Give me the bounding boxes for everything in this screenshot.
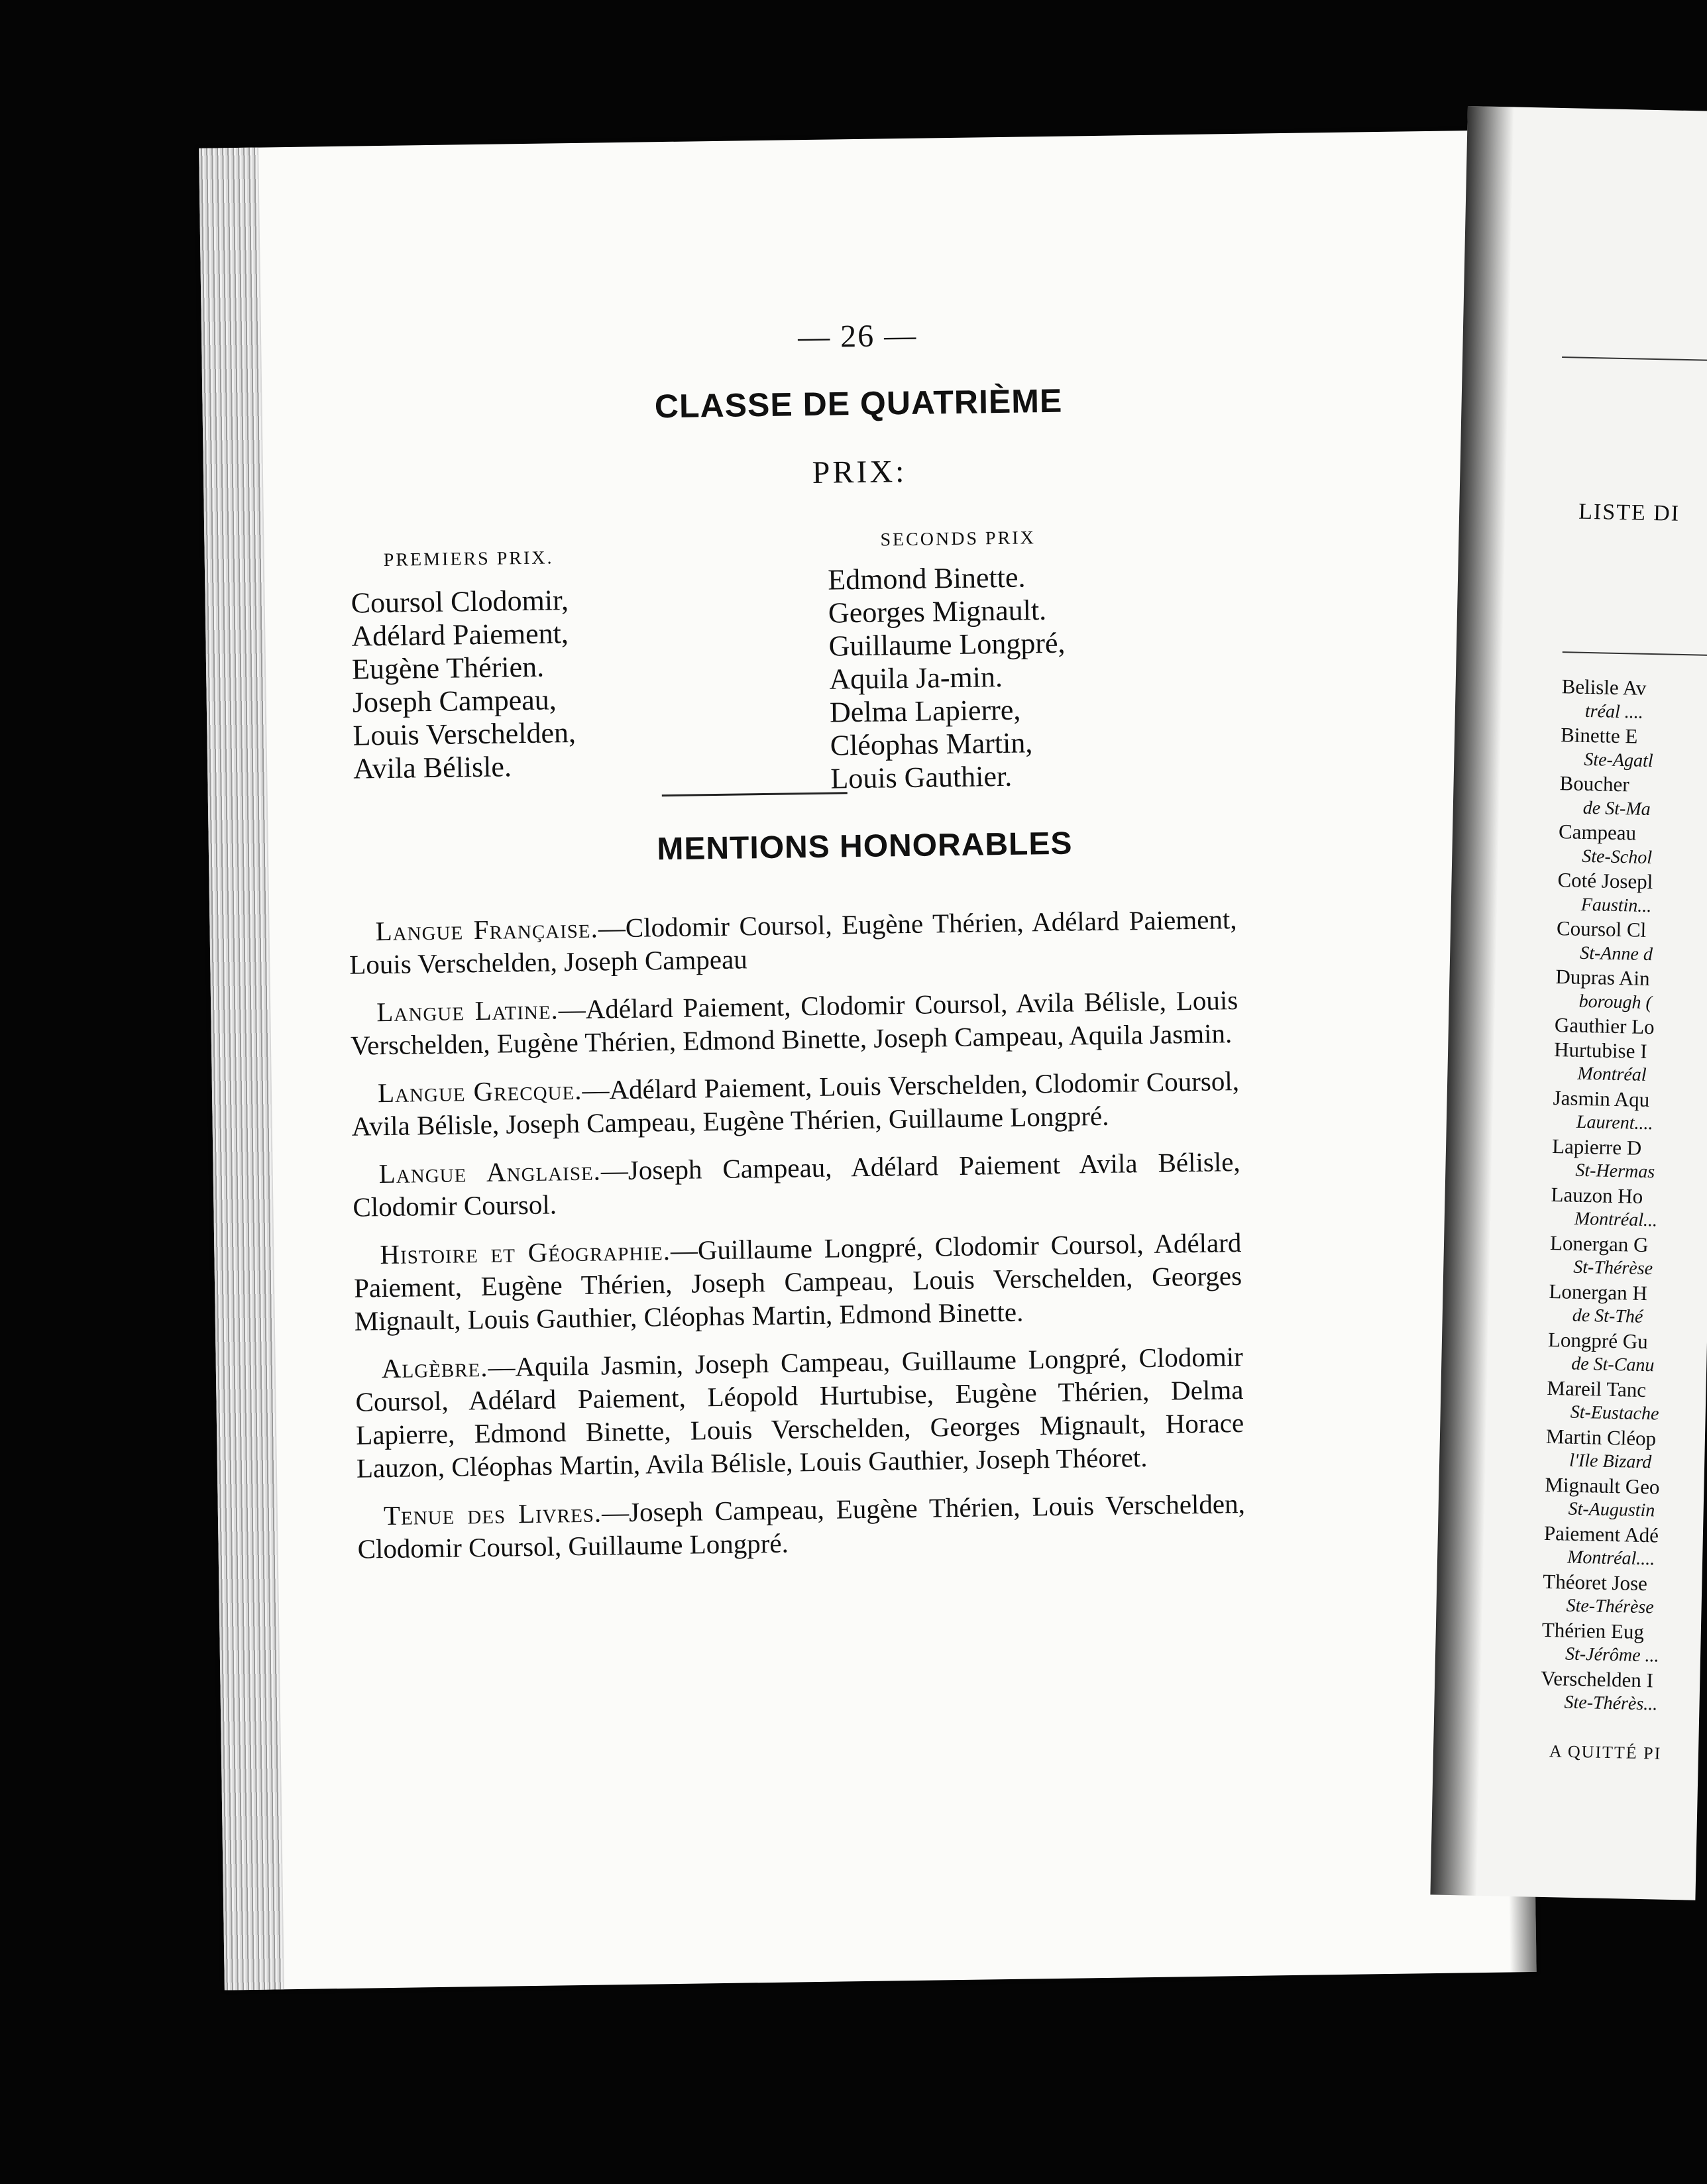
right-page-heading: LISTE DI (1578, 499, 1680, 526)
section-divider (1563, 651, 1707, 656)
page-content (0, 133, 1298, 1993)
list-item: Coté Josepl (1557, 868, 1653, 894)
section-title: CLASSE DE QUATRIÈME (654, 382, 1063, 425)
list-item: Guillaume Longpré, (828, 626, 1066, 663)
list-item: Faustin... (1580, 894, 1652, 916)
list-item: de St-Ma (1582, 797, 1651, 820)
list-item: St-Augustin (1568, 1498, 1655, 1521)
mention-paragraph (357, 1487, 1246, 1566)
list-item: Coursol Cl (1556, 916, 1647, 942)
list-item: Ste-Thérès... (1564, 1692, 1658, 1715)
list-item: Montréal... (1574, 1208, 1658, 1231)
list-item: Lonergan H (1549, 1279, 1648, 1305)
mention-names: —Aquila Jasmin, Joseph Campeau, Guillaume Longpré, Clodomir Coursol, Adélard Paiement, Léopold Hurtubise, Eugène Thérien, Delma Lapierre, Edmond Binette, Louis Verschelden, Georges Mignault, Horace Lauzon, Cléophas Martin, Avila Bélisle, Louis Gauthier, Joseph Théoret. (355, 1341, 1244, 1484)
list-item: Lauzon Ho (1551, 1182, 1643, 1208)
list-item: Jasmin Aqu (1553, 1085, 1650, 1111)
mention-subject: Langue Anglaise. (378, 1155, 602, 1189)
list-item: Thérien Eug (1541, 1617, 1645, 1643)
mention-paragraph (349, 902, 1237, 981)
premiers-prix-list (351, 584, 577, 786)
list-item: Dupras Ain (1555, 965, 1650, 991)
list-item: Ste-Schol (1582, 846, 1653, 868)
page-number: — 26 — (797, 317, 918, 355)
mention-subject: Histoire et Géographie. (380, 1235, 671, 1270)
list-item: Lonergan G (1549, 1230, 1649, 1256)
list-item: borough ( (1578, 991, 1653, 1013)
list-item: Adélard Paiement, (351, 617, 569, 653)
list-item: Paiement Adé (1543, 1521, 1659, 1547)
list-item: tréal .... (1584, 700, 1644, 723)
list-item: Eugène Thérien. (351, 650, 545, 686)
list-item: Avila Bélisle. (353, 750, 512, 785)
list-item: Lapierre D (1551, 1134, 1642, 1160)
list-item: Coursol Clodomir, (351, 584, 569, 620)
mentions-body (349, 902, 1246, 1580)
list-item: Verschelden I (1540, 1666, 1654, 1692)
mention-names: —Guillaume Longpré, Clodomir Coursol, Adélard Paiement, Eugène Thérien, Joseph Campeau, Louis Verschelden, Georges Mignault, Louis Gauthier, Cléophas Martin, Edmond Binette. (353, 1227, 1242, 1337)
right-page-footer: A QUITTÉ PI (1549, 1741, 1662, 1763)
list-item: St-Eustache (1570, 1401, 1659, 1425)
list-item: Montréal (1577, 1063, 1647, 1085)
mention-names: —Adélard Paiement, Clodomir Coursol, Avila Bélisle, Louis Verschelden, Eugène Thérien, Edmond Binette, Joseph Campeau, Aquila Jasmin. (350, 985, 1239, 1061)
list-item: Joseph Campeau, (352, 683, 557, 719)
list-item: Gauthier Lo (1554, 1013, 1655, 1039)
mention-subject: Tenue des Livres. (383, 1497, 602, 1531)
mention-names: —Clodomir Coursol, Eugène Thérien, Adélard Paiement, Louis Verschelden, Joseph Campeau (349, 904, 1237, 980)
list-item: St-Jérôme ... (1565, 1643, 1659, 1666)
mention-subject: Algèbre. (381, 1351, 488, 1384)
list-item: Delma Lapierre, (829, 693, 1021, 729)
mention-paragraph (355, 1340, 1244, 1485)
list-item: Montréal.... (1567, 1547, 1655, 1570)
mention-subject: Langue Latine. (376, 994, 559, 1028)
list-item: de St-Canu (1570, 1353, 1655, 1376)
list-item: Théoret Jose (1543, 1569, 1648, 1595)
mention-paragraph (350, 983, 1239, 1062)
list-item: Louis Gauthier. (830, 759, 1013, 795)
list-item: St-Anne d (1579, 942, 1653, 965)
list-item: Cléophas Martin, (830, 726, 1033, 762)
mention-names: —Joseph Campeau, Eugène Thérien, Louis Verschelden, Clodomir Coursol, Guillaume Longpré. (357, 1488, 1246, 1564)
mention-subject: Langue Grecque. (377, 1074, 582, 1109)
list-item: l'Ile Bizard (1569, 1450, 1652, 1473)
premiers-prix-heading: PREMIERS PRIX. (383, 547, 554, 571)
mention-paragraph (351, 1064, 1240, 1143)
mention-subject: Langue Française. (375, 912, 599, 947)
mention-names: —Adélard Paiement, Louis Verschelden, Clodomir Coursol, Avila Bélisle, Joseph Campeau, Eugène Thérien, Guillaume Longpré. (351, 1065, 1240, 1142)
list-item: Belisle Av (1561, 675, 1647, 700)
seconds-prix-list (828, 561, 1068, 796)
list-item: St-Hermas (1575, 1160, 1655, 1183)
list-item: St-Thérèse (1573, 1256, 1653, 1280)
list-item: Ste-Thérèse (1566, 1595, 1655, 1618)
seconds-prix-heading: SECONDS PRIX (880, 527, 1036, 551)
list-item: Campeau (1558, 820, 1637, 845)
list-item: Boucher (1559, 771, 1630, 796)
list-item: Laurent.... (1576, 1111, 1653, 1134)
list-item: Martin Cléop (1545, 1424, 1657, 1450)
mention-paragraph (353, 1226, 1242, 1338)
list-item: Georges Mignault. (828, 594, 1047, 629)
header-rule (1562, 356, 1707, 361)
right-book-page (1430, 106, 1707, 1900)
list-item: Binette E (1560, 723, 1638, 748)
left-book-page (199, 130, 1537, 1990)
mention-names: —Joseph Campeau, Adélard Paiement Avila Bélisle, Clodomir Coursol. (353, 1146, 1240, 1223)
list-item: Mareil Tanc (1547, 1376, 1647, 1401)
list-item: Longpré Gu (1547, 1327, 1649, 1353)
section-divider (662, 792, 848, 796)
list-item: Louis Verschelden, (353, 716, 577, 752)
list-item: de St-Thé (1572, 1305, 1643, 1327)
list-item: Aquila Ja-min. (829, 660, 1003, 696)
list-item: Hurtubise I (1553, 1037, 1647, 1063)
prix-heading: PRIX: (812, 453, 907, 490)
mention-paragraph (352, 1145, 1240, 1224)
list-item: Ste-Agatl (1584, 749, 1653, 771)
list-item: Mignault Geo (1545, 1472, 1660, 1499)
student-list (1540, 675, 1679, 1717)
mentions-title: MENTIONS HONORABLES (657, 826, 1073, 867)
list-item: Edmond Binette. (827, 561, 1026, 596)
